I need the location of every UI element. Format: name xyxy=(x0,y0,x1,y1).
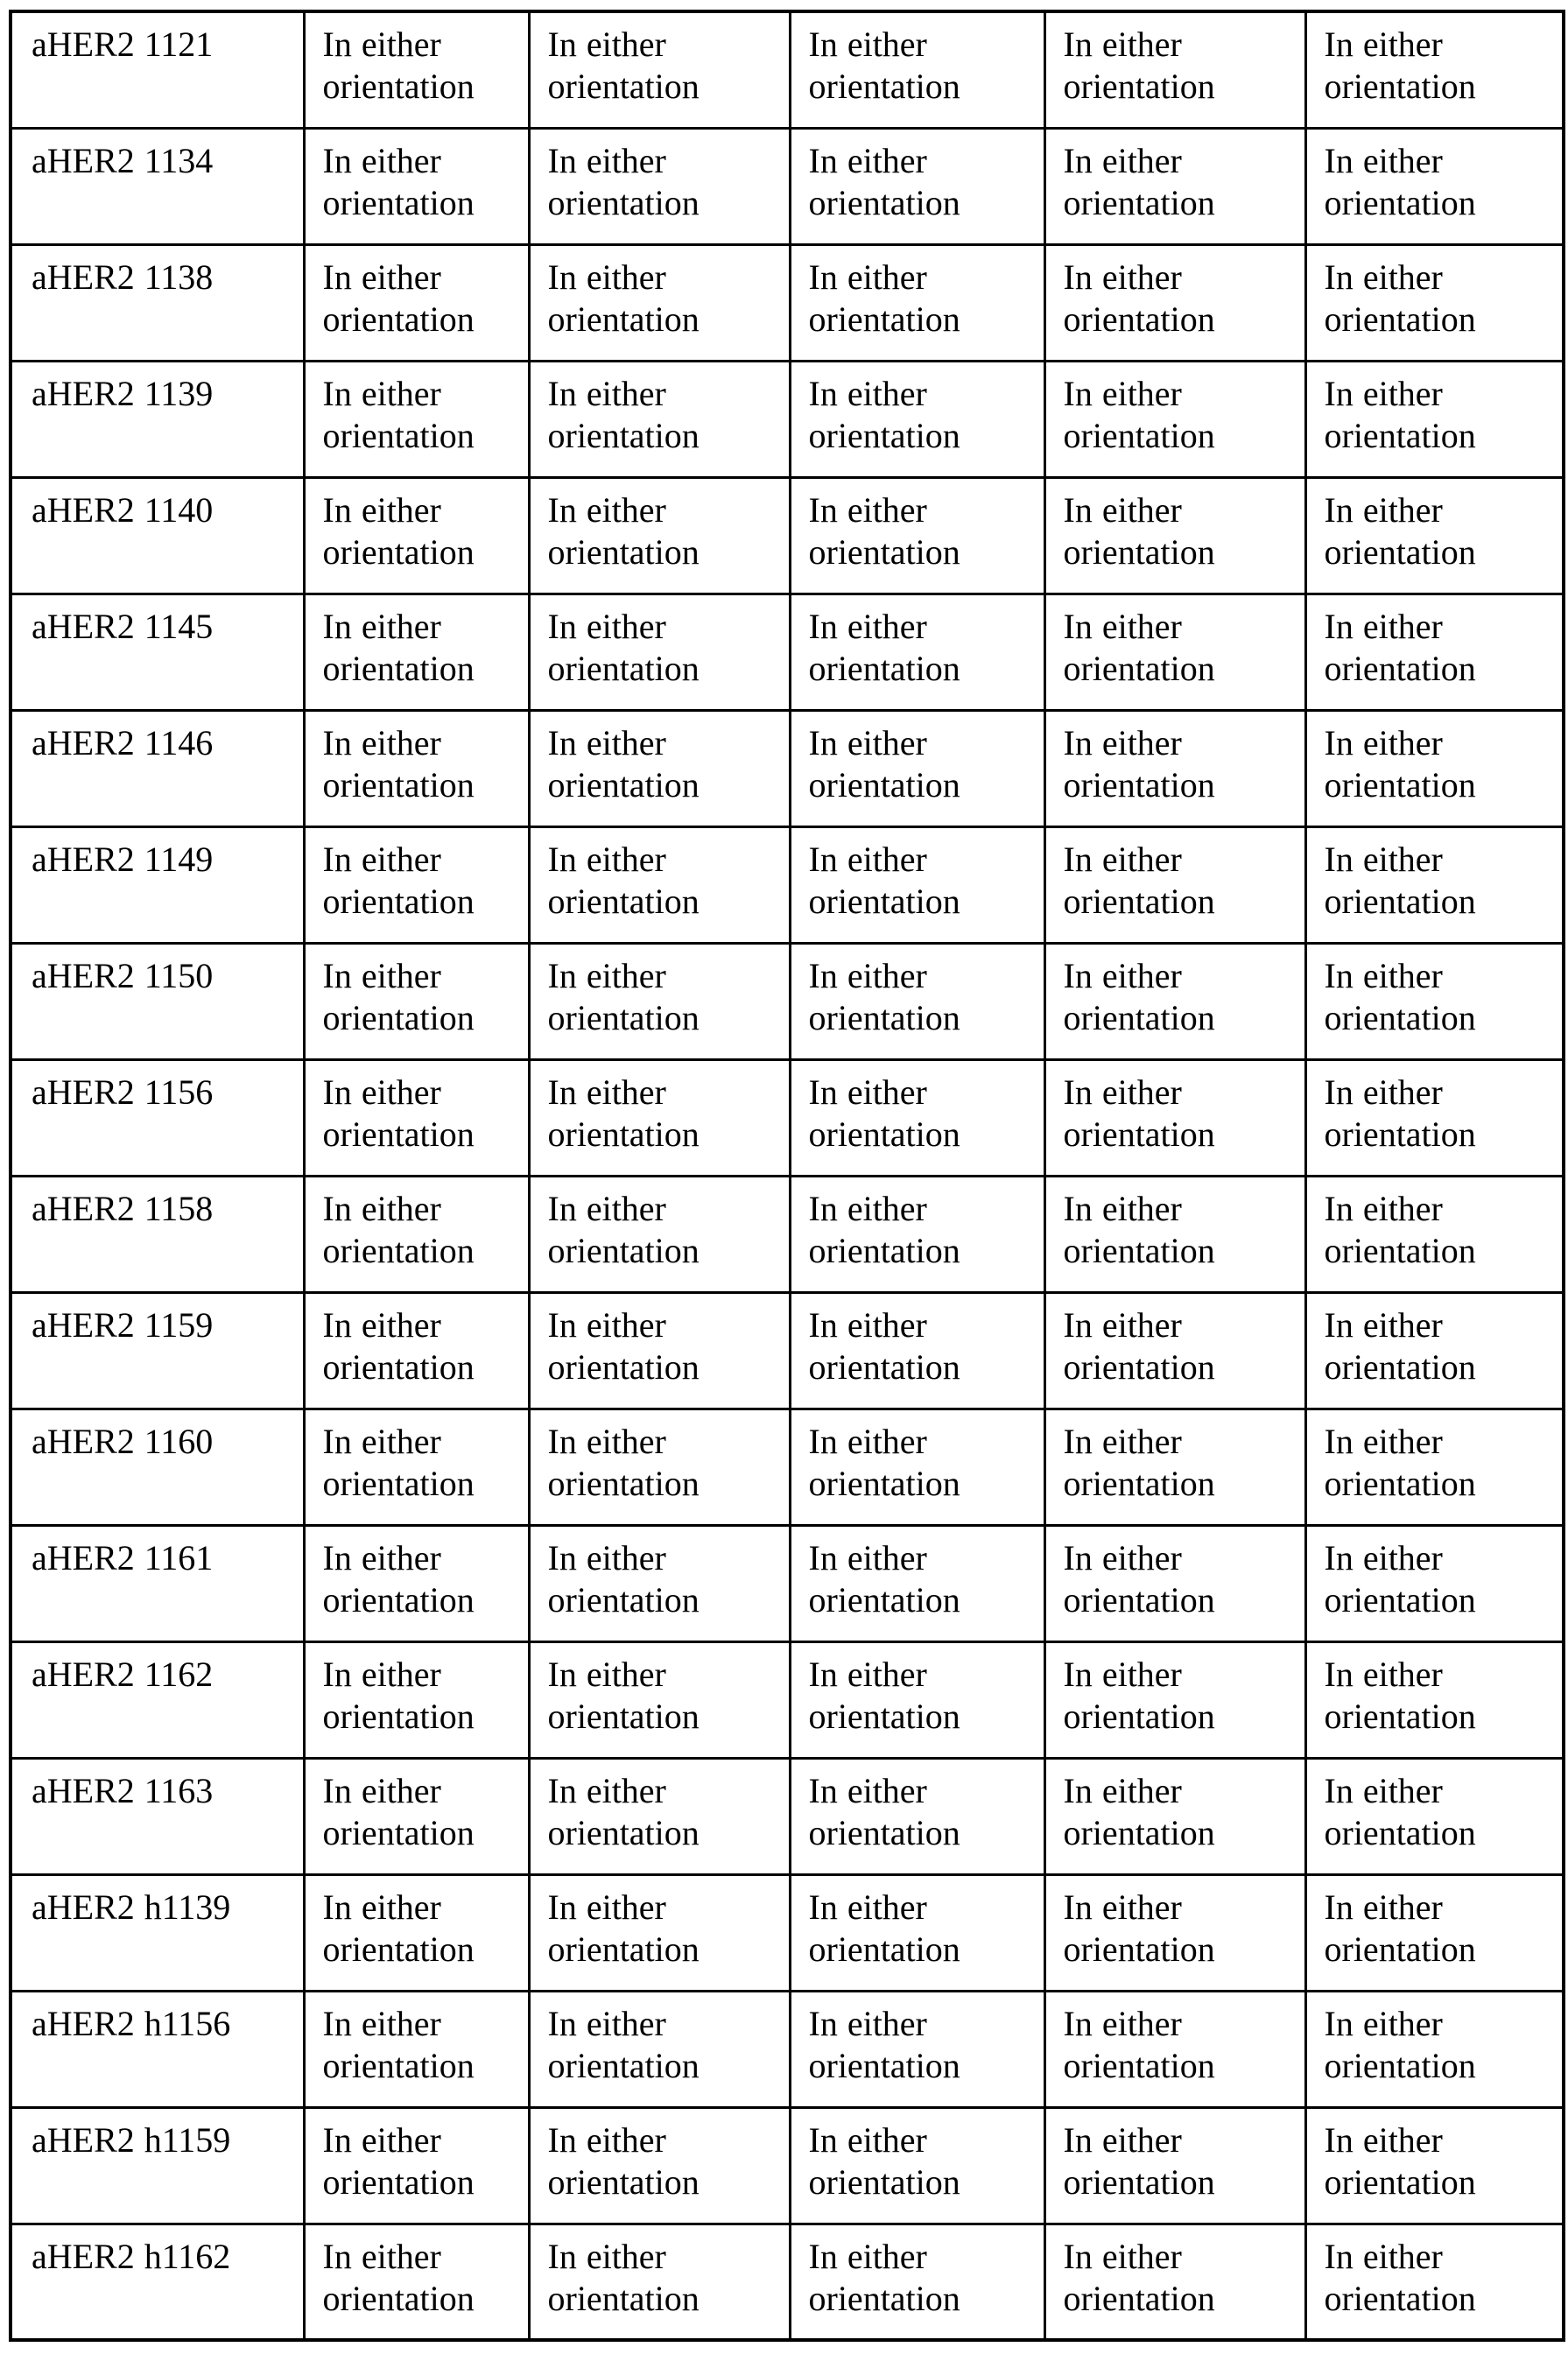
orientation-cell: In either orientation xyxy=(1305,1292,1564,1409)
row-label-cell: aHER2 h1156 xyxy=(11,1991,304,2107)
orientation-cell: In either orientation xyxy=(790,826,1044,943)
table-row xyxy=(11,710,1564,826)
row-label-cell: aHER2 1162 xyxy=(11,1641,304,1758)
orientation-cell: In either orientation xyxy=(790,1059,1044,1176)
orientation-cell: In either orientation xyxy=(304,710,529,826)
orientation-cell: In either orientation xyxy=(1044,594,1305,710)
orientation-cell: In either orientation xyxy=(790,2107,1044,2224)
orientation-cell: In either orientation xyxy=(1305,710,1564,826)
orientation-cell: In either orientation xyxy=(1044,943,1305,1059)
orientation-cell: In either orientation xyxy=(790,1176,1044,1292)
row-label-cell: aHER2 1161 xyxy=(11,1525,304,1641)
row-label-cell: aHER2 1163 xyxy=(11,1758,304,1874)
orientation-cell: In either orientation xyxy=(529,244,790,361)
orientation-cell: In either orientation xyxy=(529,2224,790,2340)
orientation-cell: In either orientation xyxy=(529,2107,790,2224)
orientation-cell: In either orientation xyxy=(1305,1758,1564,1874)
orientation-cell: In either orientation xyxy=(1044,710,1305,826)
table-row xyxy=(11,1292,1564,1409)
orientation-cell: In either orientation xyxy=(529,1525,790,1641)
orientation-cell: In either orientation xyxy=(1044,128,1305,244)
table-row xyxy=(11,1176,1564,1292)
orientation-cell: In either orientation xyxy=(1044,11,1305,128)
orientation-cell: In either orientation xyxy=(529,1758,790,1874)
orientation-cell: In either orientation xyxy=(1305,11,1564,128)
orientation-cell: In either orientation xyxy=(529,1641,790,1758)
table-row xyxy=(11,1758,1564,1874)
orientation-cell: In either orientation xyxy=(1044,1176,1305,1292)
orientation-cell: In either orientation xyxy=(304,826,529,943)
orientation-cell: In either orientation xyxy=(304,1409,529,1525)
orientation-cell: In either orientation xyxy=(304,361,529,477)
orientation-cell: In either orientation xyxy=(529,1409,790,1525)
orientation-cell: In either orientation xyxy=(790,244,1044,361)
orientation-cell: In either orientation xyxy=(1305,1176,1564,1292)
orientation-cell: In either orientation xyxy=(529,826,790,943)
orientation-cell: In either orientation xyxy=(529,943,790,1059)
table-row xyxy=(11,244,1564,361)
orientation-cell: In either orientation xyxy=(304,477,529,594)
orientation-cell: In either orientation xyxy=(304,244,529,361)
orientation-cell: In either orientation xyxy=(790,1409,1044,1525)
table-row xyxy=(11,826,1564,943)
orientation-cell: In either orientation xyxy=(790,2224,1044,2340)
orientation-cell: In either orientation xyxy=(304,1991,529,2107)
orientation-cell: In either orientation xyxy=(790,1874,1044,1991)
orientation-cell: In either orientation xyxy=(304,2224,529,2340)
row-label-cell: aHER2 h1139 xyxy=(11,1874,304,1991)
orientation-cell: In either orientation xyxy=(790,1292,1044,1409)
orientation-cell: In either orientation xyxy=(1044,1525,1305,1641)
table-row xyxy=(11,1874,1564,1991)
orientation-cell: In either orientation xyxy=(1305,244,1564,361)
orientation-cell: In either orientation xyxy=(790,1525,1044,1641)
orientation-cell: In either orientation xyxy=(529,128,790,244)
orientation-cell: In either orientation xyxy=(1044,1059,1305,1176)
row-label-cell: aHER2 1159 xyxy=(11,1292,304,1409)
orientation-cell: In either orientation xyxy=(304,943,529,1059)
orientation-cell: In either orientation xyxy=(1044,1641,1305,1758)
table-row xyxy=(11,2224,1564,2340)
orientation-cell: In either orientation xyxy=(790,477,1044,594)
table-row xyxy=(11,11,1564,128)
orientation-cell: In either orientation xyxy=(1305,1525,1564,1641)
row-label-cell: aHER2 h1162 xyxy=(11,2224,304,2340)
orientation-cell: In either orientation xyxy=(1305,1641,1564,1758)
orientation-cell: In either orientation xyxy=(1044,2107,1305,2224)
orientation-cell: In either orientation xyxy=(1044,244,1305,361)
row-label-cell: aHER2 1158 xyxy=(11,1176,304,1292)
table-row xyxy=(11,361,1564,477)
orientation-cell: In either orientation xyxy=(790,1991,1044,2107)
orientation-cell: In either orientation xyxy=(1044,826,1305,943)
row-label-cell: aHER2 1121 xyxy=(11,11,304,128)
orientation-cell: In either orientation xyxy=(304,1292,529,1409)
orientation-cell: In either orientation xyxy=(1305,1059,1564,1176)
orientation-cell: In either orientation xyxy=(304,1874,529,1991)
orientation-cell: In either orientation xyxy=(1044,2224,1305,2340)
orientation-cell: In either orientation xyxy=(304,2107,529,2224)
orientation-cell: In either orientation xyxy=(529,477,790,594)
orientation-cell: In either orientation xyxy=(304,1176,529,1292)
orientation-cell: In either orientation xyxy=(1044,477,1305,594)
table-row xyxy=(11,1409,1564,1525)
row-label-cell: aHER2 1145 xyxy=(11,594,304,710)
row-label-cell: aHER2 1156 xyxy=(11,1059,304,1176)
table-row xyxy=(11,477,1564,594)
table-row xyxy=(11,594,1564,710)
table-row xyxy=(11,128,1564,244)
orientation-cell: In either orientation xyxy=(1305,2224,1564,2340)
orientation-cell: In either orientation xyxy=(1305,361,1564,477)
orientation-cell: In either orientation xyxy=(790,943,1044,1059)
row-label-cell: aHER2 1139 xyxy=(11,361,304,477)
orientation-cell: In either orientation xyxy=(790,11,1044,128)
orientation-cell: In either orientation xyxy=(1305,1409,1564,1525)
orientation-cell: In either orientation xyxy=(529,361,790,477)
orientation-cell: In either orientation xyxy=(304,1758,529,1874)
table-row xyxy=(11,1641,1564,1758)
orientation-cell: In either orientation xyxy=(1044,361,1305,477)
orientation-cell: In either orientation xyxy=(304,11,529,128)
table-row xyxy=(11,1525,1564,1641)
orientation-cell: In either orientation xyxy=(1305,128,1564,244)
orientation-cell: In either orientation xyxy=(1044,1991,1305,2107)
orientation-cell: In either orientation xyxy=(529,1874,790,1991)
orientation-cell: In either orientation xyxy=(529,1292,790,1409)
orientation-cell: In either orientation xyxy=(529,594,790,710)
orientation-cell: In either orientation xyxy=(790,1641,1044,1758)
table-row xyxy=(11,2107,1564,2224)
row-label-cell: aHER2 1160 xyxy=(11,1409,304,1525)
orientation-cell: In either orientation xyxy=(304,1525,529,1641)
orientation-cell: In either orientation xyxy=(1305,943,1564,1059)
orientation-cell: In either orientation xyxy=(790,361,1044,477)
orientation-cell: In either orientation xyxy=(529,1059,790,1176)
orientation-cell: In either orientation xyxy=(529,710,790,826)
row-label-cell: aHER2 1146 xyxy=(11,710,304,826)
orientation-cell: In either orientation xyxy=(1305,826,1564,943)
row-label-cell: aHER2 1150 xyxy=(11,943,304,1059)
orientation-cell: In either orientation xyxy=(529,1176,790,1292)
orientation-cell: In either orientation xyxy=(1305,477,1564,594)
orientation-cell: In either orientation xyxy=(1044,1758,1305,1874)
orientation-cell: In either orientation xyxy=(790,594,1044,710)
table-row xyxy=(11,943,1564,1059)
row-label-cell: aHER2 1134 xyxy=(11,128,304,244)
row-label-cell: aHER2 1140 xyxy=(11,477,304,594)
row-label-cell: aHER2 h1159 xyxy=(11,2107,304,2224)
orientation-cell: In either orientation xyxy=(1305,2107,1564,2224)
orientation-cell: In either orientation xyxy=(1044,1874,1305,1991)
orientation-cell: In either orientation xyxy=(529,1991,790,2107)
orientation-cell: In either orientation xyxy=(1044,1292,1305,1409)
orientation-cell: In either orientation xyxy=(1305,1874,1564,1991)
orientation-cell: In either orientation xyxy=(304,594,529,710)
table-row xyxy=(11,1991,1564,2107)
table-row xyxy=(11,1059,1564,1176)
orientation-table xyxy=(9,10,1565,2342)
orientation-cell: In either orientation xyxy=(790,128,1044,244)
orientation-cell: In either orientation xyxy=(790,710,1044,826)
orientation-cell: In either orientation xyxy=(1044,1409,1305,1525)
orientation-cell: In either orientation xyxy=(529,11,790,128)
row-label-cell: aHER2 1138 xyxy=(11,244,304,361)
orientation-cell: In either orientation xyxy=(1305,1991,1564,2107)
orientation-table-body xyxy=(11,11,1564,2340)
orientation-cell: In either orientation xyxy=(304,1059,529,1176)
orientation-cell: In either orientation xyxy=(304,1641,529,1758)
orientation-cell: In either orientation xyxy=(1305,594,1564,710)
orientation-cell: In either orientation xyxy=(304,128,529,244)
row-label-cell: aHER2 1149 xyxy=(11,826,304,943)
orientation-cell: In either orientation xyxy=(790,1758,1044,1874)
